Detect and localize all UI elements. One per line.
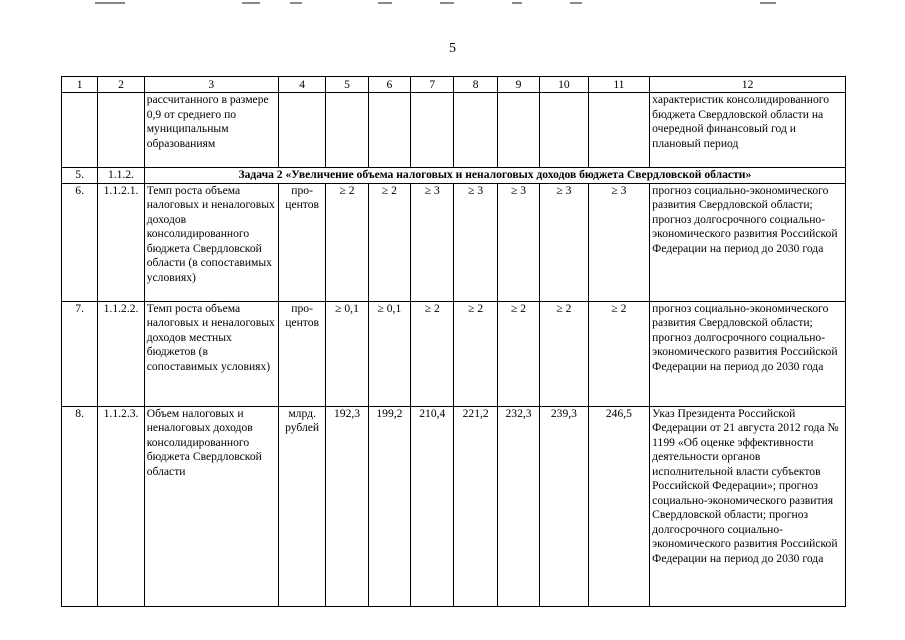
continuation-row xyxy=(62,93,846,168)
indicator-name: Темп роста объема налоговых и неналоговых доходов консолидированного бюджета Свердловской области (в сопоставимых условиях) xyxy=(144,183,278,301)
header-cell: 10 xyxy=(540,77,588,93)
value-cell: ≥ 2 xyxy=(454,301,497,406)
table-row xyxy=(62,406,846,606)
value-cell: ≥ 3 xyxy=(540,183,588,301)
row-number: 6. xyxy=(62,183,98,301)
task-title: Задача 2 «Увеличение объема налоговых и неналоговых доходов бюджета Свердловской области» xyxy=(144,168,845,184)
value-cell: 239,3 xyxy=(540,406,588,606)
table-header-row xyxy=(62,77,846,93)
header-cell: 1 xyxy=(62,77,98,93)
table-row xyxy=(62,183,846,301)
indicator-name: Темп роста объема налоговых и неналоговых доходов местных бюджетов (в сопоставимых условиях) xyxy=(144,301,278,406)
value-cell: ≥ 0,1 xyxy=(368,301,410,406)
row-number: 7. xyxy=(62,301,98,406)
value-cell: ≥ 2 xyxy=(411,301,454,406)
value-cell: ≥ 0,1 xyxy=(326,301,368,406)
page-number: 5 xyxy=(449,41,456,56)
continuation-source-cell: характеристик консолидированного бюджета Свердловской области на очередной финансовый год и плановый период xyxy=(650,93,846,168)
value-cell: ≥ 2 xyxy=(326,183,368,301)
header-cell: 4 xyxy=(278,77,325,93)
header-cell: 9 xyxy=(497,77,539,93)
value-cell: ≥ 2 xyxy=(497,301,539,406)
header-cell: 12 xyxy=(650,77,846,93)
header-cell: 8 xyxy=(454,77,497,93)
value-cell: ≥ 2 xyxy=(588,301,650,406)
value-cell: ≥ 3 xyxy=(454,183,497,301)
header-cell: 6 xyxy=(368,77,410,93)
header-cell: 11 xyxy=(588,77,650,93)
row-number: 5. xyxy=(62,168,98,184)
header-cell: 5 xyxy=(326,77,368,93)
table-row xyxy=(62,301,846,406)
row-code: 1.1.2.2. xyxy=(98,301,144,406)
task-row xyxy=(62,168,846,184)
value-cell: ≥ 2 xyxy=(540,301,588,406)
row-code: 1.1.2.3. xyxy=(98,406,144,606)
value-cell: 232,3 xyxy=(497,406,539,606)
row-code: 1.1.2. xyxy=(98,168,144,184)
value-cell: 246,5 xyxy=(588,406,650,606)
source-cell: прогноз социально-экономического развития Свердловской области; прогноз долгосрочного социально-экономического развития Российской Федерации на период до 2030 года xyxy=(650,183,846,301)
indicator-name: Объем налоговых и неналоговых доходов консолидированного бюджета Свердловской области xyxy=(144,406,278,606)
row-code: 1.1.2.1. xyxy=(98,183,144,301)
source-cell: прогноз социально-экономического развития Свердловской области; прогноз долгосрочного социально-экономического развития Российской Федерации на период до 2030 года xyxy=(650,301,846,406)
row-number: 8. xyxy=(62,406,98,606)
value-cell: ≥ 3 xyxy=(497,183,539,301)
continuation-name-cell: рассчитанного в размере 0,9 от среднего по муниципальным образованиям xyxy=(144,93,278,168)
value-cell: ≥ 3 xyxy=(411,183,454,301)
value-cell: 210,4 xyxy=(411,406,454,606)
value-cell: 192,3 xyxy=(326,406,368,606)
header-cell: 2 xyxy=(98,77,144,93)
source-cell: Указ Президента Российской Федерации от 21 августа 2012 года № 1199 «Об оценке эффективности деятельности органов исполнительной власти субъектов Российской Федерации»; прогноз социально-экономического развития Свердловской области; прогноз долгосрочного социально-экономического развития Российской Федерации на период до 2030 года xyxy=(650,406,846,606)
value-cell: ≥ 3 xyxy=(588,183,650,301)
unit-cell: млрд. рублей xyxy=(278,406,325,606)
header-cell: 7 xyxy=(411,77,454,93)
unit-cell: про- центов xyxy=(278,183,325,301)
unit-cell: про- центов xyxy=(278,301,325,406)
top-scan-marks xyxy=(0,0,905,6)
value-cell: ≥ 2 xyxy=(368,183,410,301)
header-cell: 3 xyxy=(144,77,278,93)
value-cell: 221,2 xyxy=(454,406,497,606)
indicator-table xyxy=(61,76,846,607)
value-cell: 199,2 xyxy=(368,406,410,606)
